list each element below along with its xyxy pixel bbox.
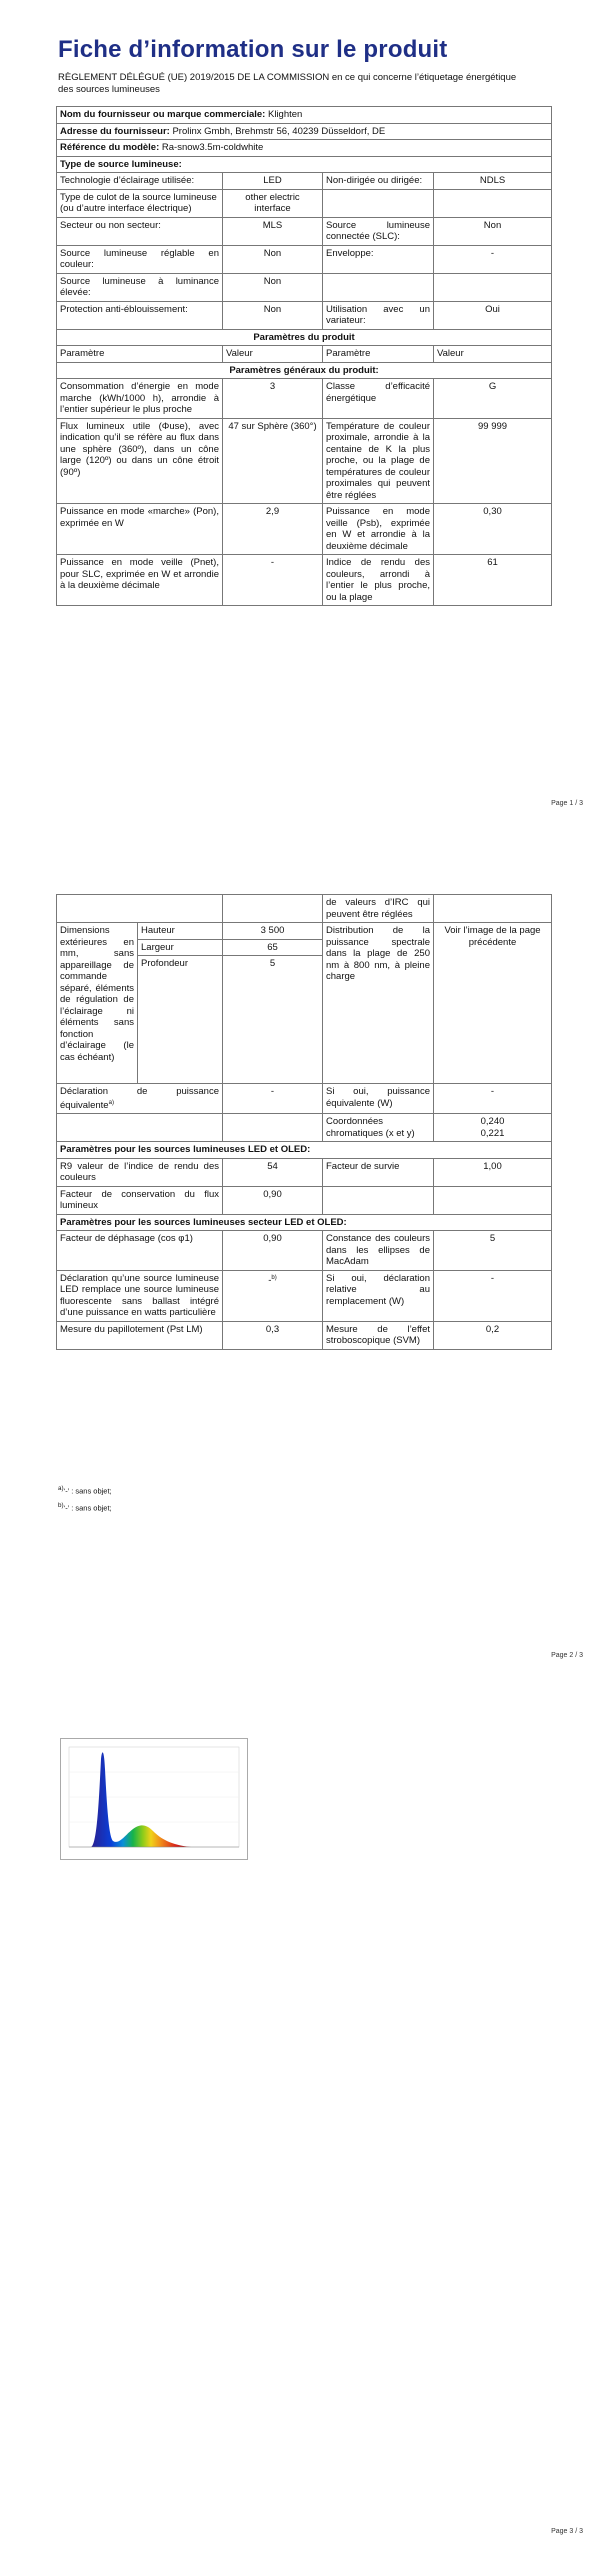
r9-label: R9 valeur de l’indice de rendu des couleurs <box>57 1158 223 1186</box>
replacement-watt-value: - <box>434 1270 552 1321</box>
glare-value: Non <box>223 301 323 329</box>
energy-consumption-label: Consommation d’énergie en mode marche (kWh/1000 h), arrondie à l’entier supérieur le plus proche <box>57 379 223 419</box>
on-mode-power-label: Puissance en mode «marche» (Pon), exprimée en W <box>57 504 223 555</box>
page-1 <box>0 0 603 870</box>
table-row <box>57 329 552 346</box>
stroboscopic-label: Mesure de l’effet stroboscopique (SVM) <box>323 1321 434 1349</box>
spd-value: Voir l’image de la page précédente <box>434 923 552 1084</box>
high-luminance-label: Source lumineuse à luminance élevée: <box>57 273 223 301</box>
network-standby-label: Puissance en mode veille (Pnet), pour SLC, exprimée en W et arrondie à la deuxième décimale <box>57 555 223 606</box>
connected-label: Source lumineuse connectée (SLC): <box>323 217 434 245</box>
displacement-factor-value: 0,90 <box>223 1231 323 1271</box>
table-row <box>57 1270 552 1321</box>
envelope-label: Enveloppe: <box>323 245 434 273</box>
table-row <box>57 1084 552 1114</box>
table-row <box>57 1231 552 1271</box>
footnote-a <box>58 1482 112 1499</box>
color-tunable-label: Source lumineuse réglable en couleur: <box>57 245 223 273</box>
flicker-value: 0,3 <box>223 1321 323 1349</box>
page-number: Page 2 / 3 <box>551 1652 583 1659</box>
r9-value: 54 <box>223 1158 323 1186</box>
macadam-label: Constance des couleurs dans les ellipses de MacAdam <box>323 1231 434 1271</box>
cap-value: other electric interface <box>223 189 323 217</box>
footnote-b-text: ‘-’ : sans objet; <box>63 1503 112 1512</box>
replacement-declaration-label: Déclaration qu’une source lumineuse LED remplace une source lumineuse fluorescente sans ballast intégré d’une puissance en watts particulière <box>57 1270 223 1321</box>
dimmer-label: Utilisation avec un variateur: <box>323 301 434 329</box>
table-row <box>57 107 552 124</box>
chromaticity-y: 0,221 <box>480 1127 505 1139</box>
column-header-param: Paramètre <box>57 346 223 363</box>
depth-value: 5 <box>223 956 323 1084</box>
replacement-declaration-value: - <box>268 1274 272 1286</box>
replacement-watt-label: Si oui, déclaration relative au remplacement (W) <box>323 1270 434 1321</box>
macadam-value: 5 <box>434 1231 552 1271</box>
page-number: Page 3 / 3 <box>551 2528 583 2535</box>
mains-led-params-heading: Paramètres pour les sources lumineuses secteur LED et OLED: <box>57 1214 552 1231</box>
general-params-heading: Paramètres généraux du produit: <box>57 362 552 379</box>
stroboscopic-value: 0,2 <box>434 1321 552 1349</box>
table-row <box>57 1321 552 1349</box>
footnotes <box>58 1482 112 1515</box>
table-row <box>57 379 552 419</box>
table-row <box>57 1186 552 1214</box>
column-header-value: Valeur <box>434 346 552 363</box>
table-row <box>57 1114 552 1142</box>
height-value: 3 500 <box>223 923 323 940</box>
source-type-heading: Type de source lumineuse: <box>57 156 552 173</box>
table-row <box>57 923 552 940</box>
luminous-flux-label: Flux lumineux utile (Φuse), avec indication qu’il se réfère au flux dans une sphère (360º), dans un cône large (120º) ou dans un cône étroit (90º) <box>57 418 223 504</box>
model-value: Ra-snow3.5m-coldwhite <box>161 142 264 153</box>
cri-label-continued: de valeurs d’IRC qui peuvent être réglées <box>323 895 434 923</box>
footnote-ref-a: a) <box>108 1099 114 1106</box>
dimmer-value: Oui <box>434 301 552 329</box>
table-row <box>57 301 552 329</box>
page-title: Fiche d’information sur le produit <box>58 36 448 63</box>
table-row <box>57 1142 552 1159</box>
column-header-value: Valeur <box>223 346 323 363</box>
table-row <box>57 418 552 504</box>
on-mode-power-value: 2,9 <box>223 504 323 555</box>
params-heading: Paramètres du produit <box>57 329 552 346</box>
table-row <box>57 156 552 173</box>
tech-label: Technologie d’éclairage utilisée: <box>57 173 223 190</box>
footnote-a-marker: a) <box>58 1485 64 1492</box>
nondir-value: NDLS <box>434 173 552 190</box>
supplier-value: Klighten <box>268 109 303 120</box>
cap-label-sub: (ou d’autre interface électrique) <box>60 203 192 214</box>
efficiency-class-label: Classe d’efficacité énergétique <box>323 379 434 419</box>
cri-label: Indice de rendu des couleurs, arrondi à l’entier le plus proche, ou la plage <box>323 555 434 606</box>
table-row <box>57 123 552 140</box>
table-row <box>57 504 552 555</box>
footnote-b-marker: b) <box>58 1501 64 1509</box>
displacement-factor-label: Facteur de déphasage (cos φ1) <box>57 1231 223 1271</box>
led-params-heading: Paramètres pour les sources lumineuses LED et OLED: <box>57 1142 552 1159</box>
column-header-param: Paramètre <box>323 346 434 363</box>
footnote-a-text: ‘-’ : sans objet; <box>63 1486 112 1496</box>
survival-factor-label: Facteur de survie <box>323 1158 434 1186</box>
table-row <box>57 245 552 273</box>
high-luminance-value: Non <box>223 273 323 301</box>
footnote-ref-b: b) <box>271 1274 277 1281</box>
height-label: Hauteur <box>138 923 223 940</box>
product-info-table <box>56 106 552 606</box>
mains-label: Secteur ou non secteur: <box>57 217 223 245</box>
cri-value: 61 <box>434 555 552 606</box>
equivalent-power-declaration-label: Déclaration de puissance équivalente <box>60 1086 219 1111</box>
equivalent-power-value: - <box>434 1084 552 1114</box>
table-row <box>57 217 552 245</box>
page-2 <box>0 880 603 1750</box>
table-row <box>57 1158 552 1186</box>
table-row <box>57 140 552 157</box>
color-tunable-value: Non <box>223 245 323 273</box>
spd-label: Distribution de la puissance spectrale dans la plage de 250 nm à 800 nm, à pleine charge <box>323 923 434 1084</box>
flux-maintenance-value: 0,90 <box>223 1186 323 1214</box>
luminous-flux-value: 47 sur Sphère (360°) <box>223 418 323 504</box>
network-standby-value: - <box>223 555 323 606</box>
equivalent-power-declaration-value: - <box>223 1084 323 1114</box>
dimensions-label: Dimensions extérieures en mm, sans appareillage de commande séparé, éléments de régulation de l’éclairage ni éléments sans fonction d’éclairage (le cas échéant) <box>57 923 138 1084</box>
spectrum-image <box>60 1738 248 1860</box>
flux-maintenance-label: Facteur de conservation du flux lumineux <box>57 1186 223 1214</box>
footnote-b <box>58 1499 112 1516</box>
address-value: Prolinx Gmbh, Brehmstr 56, 40239 Düsseldorf, DE <box>172 125 386 137</box>
supplier-label: Nom du fournisseur ou marque commerciale: <box>60 109 266 120</box>
connected-value: Non <box>434 217 552 245</box>
flicker-label: Mesure du papillotement (Pst LM) <box>57 1321 223 1349</box>
efficiency-class-value: G <box>434 379 552 419</box>
chromaticity-x: 0,240 <box>480 1116 505 1128</box>
product-info-table-continued <box>56 894 552 1350</box>
table-row <box>57 362 552 379</box>
regulation-text: RÈGLEMENT DÉLÉGUÉ (UE) 2019/2015 DE LA COMMISSION en ce qui concerne l’étiquetage énergétique des sources lumineuses <box>58 72 517 95</box>
address-label: Adresse du fournisseur: <box>60 125 170 137</box>
cct-value: 99 999 <box>434 418 552 504</box>
mains-value: MLS <box>223 217 323 245</box>
standby-power-value: 0,30 <box>434 504 552 555</box>
standby-power-label: Puissance en mode veille (Psb), exprimée en W et arrondie à la deuxième décimale <box>323 504 434 555</box>
table-row <box>57 173 552 190</box>
envelope-value: - <box>434 245 552 273</box>
table-row <box>57 346 552 363</box>
depth-label: Profondeur <box>138 956 223 1084</box>
table-row <box>57 895 552 923</box>
table-row <box>57 273 552 301</box>
cap-label: Type de culot de la source lumineuse <box>60 191 217 203</box>
spectral-distribution-graphic <box>61 1739 247 1859</box>
page-number: Page 1 / 3 <box>551 800 583 807</box>
nondir-label: Non-dirigée ou dirigée: <box>323 173 434 190</box>
glare-label: Protection anti-éblouissement: <box>57 301 223 329</box>
width-value: 65 <box>223 939 323 956</box>
survival-factor-value: 1,00 <box>434 1158 552 1186</box>
table-row <box>57 555 552 606</box>
cct-label: Température de couleur proximale, arrondie à la centaine de K la plus proche, ou la plage de températures de couleur proximales qui peuvent être réglées <box>323 418 434 504</box>
table-row <box>57 1214 552 1231</box>
tech-value: LED <box>223 173 323 190</box>
table-row <box>57 189 552 217</box>
chromaticity-label: Coordonnées chromatiques (x et y) <box>323 1114 434 1142</box>
energy-consumption-value: 3 <box>223 379 323 419</box>
equivalent-power-label: Si oui, puissance équivalente (W) <box>323 1084 434 1114</box>
model-label: Référence du modèle: <box>60 142 160 153</box>
width-label: Largeur <box>138 939 223 956</box>
